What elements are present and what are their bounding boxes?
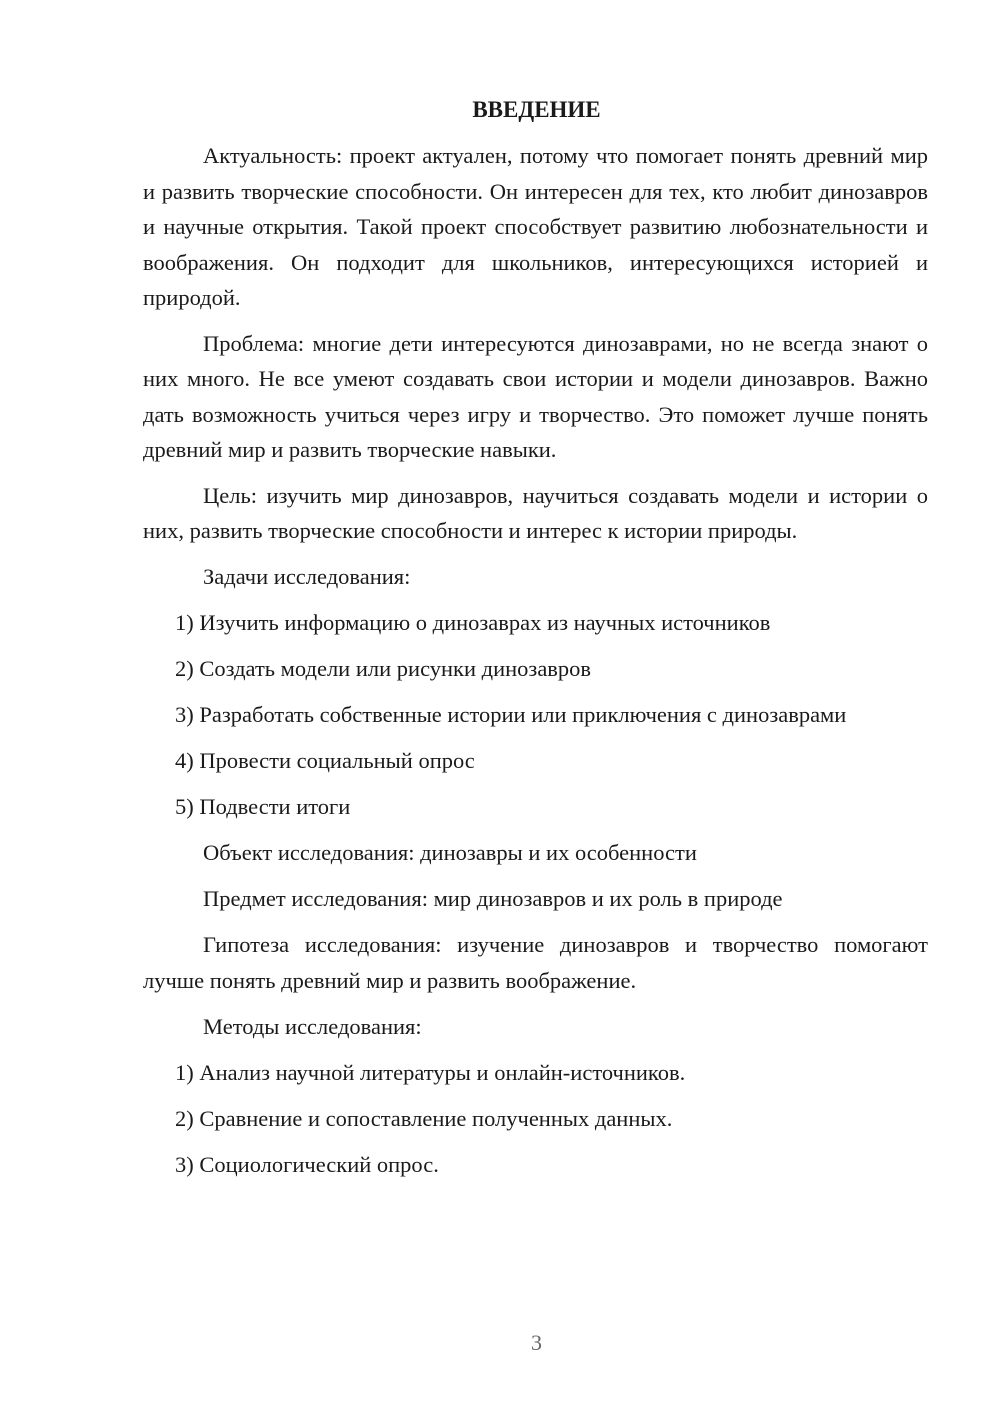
list-item: 5) Подвести итоги [175, 794, 351, 819]
methods-heading: Методы исследования: [203, 1013, 422, 1039]
list-item: 2) Сравнение и сопоставление полученных данных. [175, 1105, 673, 1131]
tasks-list [143, 605, 928, 825]
list-item: 4) Провести социальный опрос [175, 748, 475, 773]
page-title: ВВЕДЕНИЕ [472, 97, 601, 122]
list-item: 3) Разработать собственные истории или приключения с динозаврами [175, 702, 847, 727]
research-subject: Предмет исследования: мир динозавров и их роль в природе [203, 886, 783, 911]
goal-paragraph: Цель: изучить мир динозавров, научиться создавать модели и истории о них, развить творческие способности и интерес к истории природы. [143, 482, 928, 543]
document-page [143, 92, 928, 1182]
list-item: 2) Создать модели или рисунки динозавров [175, 656, 592, 681]
list-item: 1) Изучить информацию о динозаврах из научных источников [175, 610, 771, 635]
list-item: 3) Социологический опрос. [175, 1151, 439, 1177]
tasks-heading: Задачи исследования: [203, 564, 411, 589]
problem-paragraph: Проблема: многие дети интересуются динозаврами, но не всегда знают о них много. Не все умеют создавать свои истории и модели динозавров. Важно дать возможность учиться через игру и творчество. Это поможет лучше понять древний мир и развить творческие навыки. [143, 330, 928, 462]
research-object: Объект исследования: динозавры и их особенности [203, 840, 697, 865]
hypothesis-paragraph: Гипотеза исследования: изучение динозавров и творчество помогают лучше понять древний мир и развить воображение. [143, 932, 928, 993]
list-item: 1) Анализ научной литературы и онлайн-источников. [175, 1059, 686, 1085]
page-number: 3 [531, 1330, 542, 1355]
relevance-paragraph: Актуальность: проект актуален, потому что помогает понять древний мир и развить творческие способности. Он интересен для тех, кто любит динозавров и научные открытия. Такой проект способствует развитию любознательности и воображения. Он подходит для школьников, интересующихся историей и природой. [143, 143, 928, 310]
methods-list [143, 1055, 928, 1183]
